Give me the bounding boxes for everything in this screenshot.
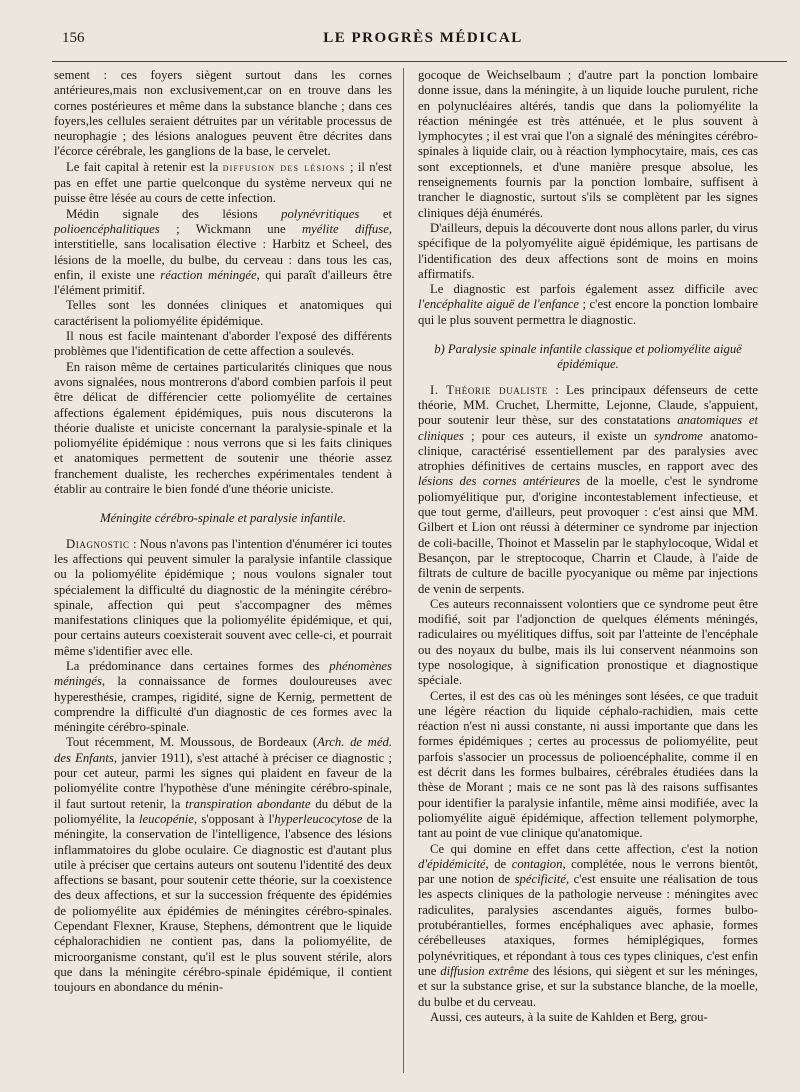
- text-run: ; Wickmann une: [159, 221, 302, 236]
- text-run: , janvier 1911), s'est attaché à préciser ce diagnostic ; pour cet auteur, parmi les signes qui plaident en faveur de la poliomyélite contre l'hypothèse d'une méningite cérébro-spinale, il faut surtout retenir, la: [54, 750, 392, 811]
- italic-term: contagion: [511, 856, 563, 871]
- italic-term: lésions des cornes antérieures: [418, 474, 581, 489]
- text-run: du début de la poliomyélite, la: [54, 796, 392, 826]
- paragraph: [418, 282, 758, 328]
- paragraph: D'ailleurs, depuis la découverte dont nous allons parler, du virus spécifique de la polyomyélite aiguë épidémique, les partisans de l'identification des deux affections sont de moins en moins affirmatifs.: [418, 220, 758, 281]
- text-run: , interstitielle, sans localisation élective : Harbitz et Scheel, des lésions de la moelle, du bulbe, du cerveau : dans tous les cas, enfin, il existe une: [54, 221, 392, 282]
- left-column: [54, 68, 392, 1078]
- italic-term: phénomènes méningés: [54, 658, 392, 689]
- text-run: anatomo-clinique, caractérisé essentiellement par des paralysies avec atrophies définitives de certains muscles, en rapport avec des: [418, 428, 758, 474]
- italic-term: diffusion extrême: [440, 963, 529, 978]
- column-divider: [403, 68, 404, 1073]
- page-number: 156: [62, 30, 85, 46]
- paragraph: Certes, il est des cas où les méninges sont lésées, ce que traduit une légère réaction du liquide céphalo-rachidien, mais cette réaction n'est ni aussi constante, ni aussi importante que dans les formes épidémiques ; certes au processus de poliomyélite, peut parfois s'associer un processus de polioencéphalite, comme il en est décrit dans les formes bulbaires, cérébrales étudiées dans la thèse de Morant ; mais ce ne sont pas là des raisons suffisantes pour identifier la paralysie infantile, même ainsi modifiée, avec la poliomyélite aiguë épidémique, affection tellement polymorphe, tant au point de vue clinique qu'anatomique.: [418, 688, 758, 841]
- text-run: Le fait capital à retenir est la: [66, 159, 223, 174]
- paragraph: sement : ces foyers siègent surtout dans les cornes antérieures,mais non exclusivement,car on en trouve dans les cornes postérieures et même dans la substance blanche ; dans ces foyers,les cellules seraient détruites par un véritable processus de neurophagie ; des lésions analogues peuvent être décrites dans l'écorce cérébrale, les ganglions de la base, le cervelet.: [54, 68, 392, 159]
- italic-term: hyperleucocytose: [274, 811, 363, 826]
- right-column: [418, 68, 758, 1083]
- italic-term: syndrome: [653, 428, 703, 443]
- paragraph: Ces auteurs reconnaissent volontiers que ce syndrome peut être modifié, soit par l'adjonction de quelques éléments méningés, radiculaires ou myélitiques diffus, soit par l'atteinte de l'encéphale ou des noyaux du bulbe, mais ils lui conservent néanmoins son type nosologique, à signification pronostique et diagnostique spéciale.: [418, 596, 758, 688]
- text-run: : Les principaux défenseurs de cette théorie, MM. Cruchet, Lhermitte, Lejonne, Claude, s'appuient, pour soutenir leur thèse, sur des constatations: [418, 382, 758, 428]
- section-subheading: b) Paralysie spinale infantile classique et poliomyélite aiguë épidémique.: [434, 342, 742, 372]
- text-run: La prédominance dans certaines formes des: [66, 658, 330, 673]
- paragraph: Aussi, ces auteurs, à la suite de Kahlden et Berg, grou-: [430, 1009, 708, 1024]
- italic-term: l'encéphalite aiguë de l'enfance: [418, 297, 580, 312]
- text-run: , qui paraît d'ailleurs être l'élément primitif.: [54, 267, 392, 298]
- paragraph: [418, 842, 758, 1010]
- text-run: , de: [485, 856, 512, 871]
- italic-term: polynévritiques: [281, 206, 360, 221]
- text-run: , c'est ensuite une réalisation de tous les aspects cliniques de la pathologie nerveuse : méningites avec radiculites, paralysies ascendantes aiguës, formes bulbo-protubérantielles, formes encéphaliques avec aphasie, formes cérébelleuses ataxiques, formes hémiplégiques, formes polynévritiques, et répondant à tous ces types cliniques, c'est enfin une: [418, 872, 758, 978]
- text-run: ; pour ces auteurs, il existe un: [463, 428, 654, 443]
- italic-term: leucopénie: [138, 811, 194, 826]
- italic-term: myélite diffuse: [301, 221, 389, 236]
- italic-term: polioencéphalitiques: [54, 221, 160, 236]
- journal-title: LE PROGRÈS MÉDICAL: [323, 30, 523, 46]
- text-run: , s'opposant à l': [193, 811, 275, 826]
- text-run: ; il n'est pas en effet une partie quelconque du système nerveux qui ne puisse être lésée au cours de cette infection.: [54, 159, 392, 206]
- paragraph: [54, 160, 392, 207]
- italic-term: réaction méningée: [160, 267, 257, 282]
- running-header: [62, 30, 784, 56]
- text-run: des lésions, qui siègent et sur les méninges, et sur la substance grise, et sur la substance blanche, de la moelle, du bulbe et du cerveau.: [418, 963, 758, 1009]
- paragraph: [54, 659, 392, 735]
- paragraph: [54, 735, 392, 995]
- text-run: , complétée, nous le verrons bientôt, par une notion de: [418, 856, 758, 887]
- paragraph: Il nous est facile maintenant d'aborder l'exposé des différents problèmes que l'identification de cette affection a soulevés.: [54, 329, 392, 359]
- text-run: Ce qui domine en effet dans cette affection, c'est la notion: [430, 841, 758, 856]
- small-caps-label: I. Théorie dualiste: [430, 382, 548, 397]
- paragraph: [54, 207, 392, 299]
- small-caps-label: Diagnostic: [66, 536, 130, 551]
- paragraph: En raison même de certaines particularités cliniques que nous avons signalées, nous montrerons d'abord combien parfois il peut être délicat de différencier cette poliomyélite de certaines affections également épidémiques, puis nous discuterons la théorie dualiste et uniciste concernant la paralysie-spinale et la poliomyélite épidémique : nous verrons que si les faits cliniques et anatomiques permettent de soutenir une théorie assez franchement dualiste, les recherches expérimentales tendent à établir au contraire le bien fondé d'une théorie uniciste.: [54, 359, 392, 497]
- text-run: : Nous n'avons pas l'intention d'énumérer ici toutes les affections qui peuvent simuler la paralysie infantile classique ou la poliomyélite épidémique ; nous voulons signaler tout spécialement la difficulté du diagnostic de la méningite cérébro-spinale, affection qui peut s'accompagner des mêmes manifestations cliniques que la poliomyélite épidémique, et qui, pour certains auteurs coexisterait souvent avec celle-ci, et pourrait même s'identifier avec elle.: [54, 536, 392, 658]
- paragraph: [54, 537, 392, 659]
- section-subheading: Méningite cérébro-spinale et paralysie infantile.: [100, 511, 346, 526]
- paragraph: [418, 383, 758, 597]
- text-run: Tout récemment, M. Moussous, de Bordeaux (: [66, 735, 318, 750]
- italic-term: transpiration abondante: [185, 796, 311, 811]
- text-run: ; c'est encore la ponction lombaire qui le plus souvent permettra le diagnostic.: [418, 297, 758, 327]
- paragraph: Telles sont les données cliniques et anatomiques qui caractérisent la poliomyélite épidémique.: [54, 298, 392, 328]
- text-run: de la moelle, c'est le syndrome poliomyélitique pur, d'origine incontestablement infectieuse, et que tout germe, d'ailleurs, peut provoquer : c'est ainsi que MM. Gilbert et Lion ont réussi à déterminer ce syndrome par injection de coli-bacille, Thoinot et Masselin par le staphylocoque, Widal et Besançon, par le streptocoque, Charrin et Claude, à l'aide de filtrats de culture de bacille pyocyanique ou même par injections de venin de serpents.: [418, 474, 758, 596]
- emphasis-text: diffusion des lésions: [222, 161, 346, 174]
- italic-term: anatomiques et cliniques: [418, 413, 758, 443]
- paragraph: gocoque de Weichselbaum ; d'autre part la ponction lombaire donne issue, dans la méningite, à un liquide louche purulent, riche en polynucléaires altérés, tandis que dans la poliomyélite la réaction méningée est très atténuée, et le plus souvent à lymphocytes ; il est vrai que l'on a signalé des méningites cérébro-spinales à liquide clair, ou à réaction lymphocytaire, mais, ces cas sont exceptionnels, et d'une manière presque absolue, les renseignements fournis par la ponction lombaire, suffisent à trancher le diagnostic, surtout s'ils se complètent par les signes cliniques déjà énumérés.: [418, 68, 758, 220]
- text-run: et: [359, 206, 392, 221]
- text-run: Médin signale des lésions: [66, 206, 282, 221]
- header-rule: [52, 61, 787, 62]
- italic-term: Arch. de méd. des Enfants: [54, 735, 392, 765]
- italic-term: d'épidémicité: [418, 856, 486, 871]
- italic-term: spécificité: [514, 872, 567, 887]
- text-run: , la connaissance de formes douloureuses avec hyperesthésie, crampes, rigidité, signe de Kernig, permettent de comprendre la difficulté d'un diagnostic de ces formes avec la méningite cérébro-spinale.: [54, 674, 392, 735]
- text-run: de la méningite, la conservation de l'intelligence, l'absence des lésions inflammatoires du globe oculaire. Ce diagnostic est d'autant plus utile à préciser que certains auteurs ont soutenu l'identité des deux affections se basant, pour soutenir cette théorie, sur la coexistence des deux affections, et sur la succession fréquente des épidémies de poliomyélite aux épidémies de méningites cérébro-spinales. Cependant Flexner, Krause, Stephens, démontrent que le liquide céphalorachidien ne contient pas, dans la poliomyélite, de microorganisme constant, qu'il est le plus souvent stérile, alors que dans la méningite cérébro-spinale épidémique, il contient toujours en abondance du ménin-: [54, 811, 392, 995]
- text-run: Le diagnostic est parfois également assez difficile avec: [430, 282, 758, 297]
